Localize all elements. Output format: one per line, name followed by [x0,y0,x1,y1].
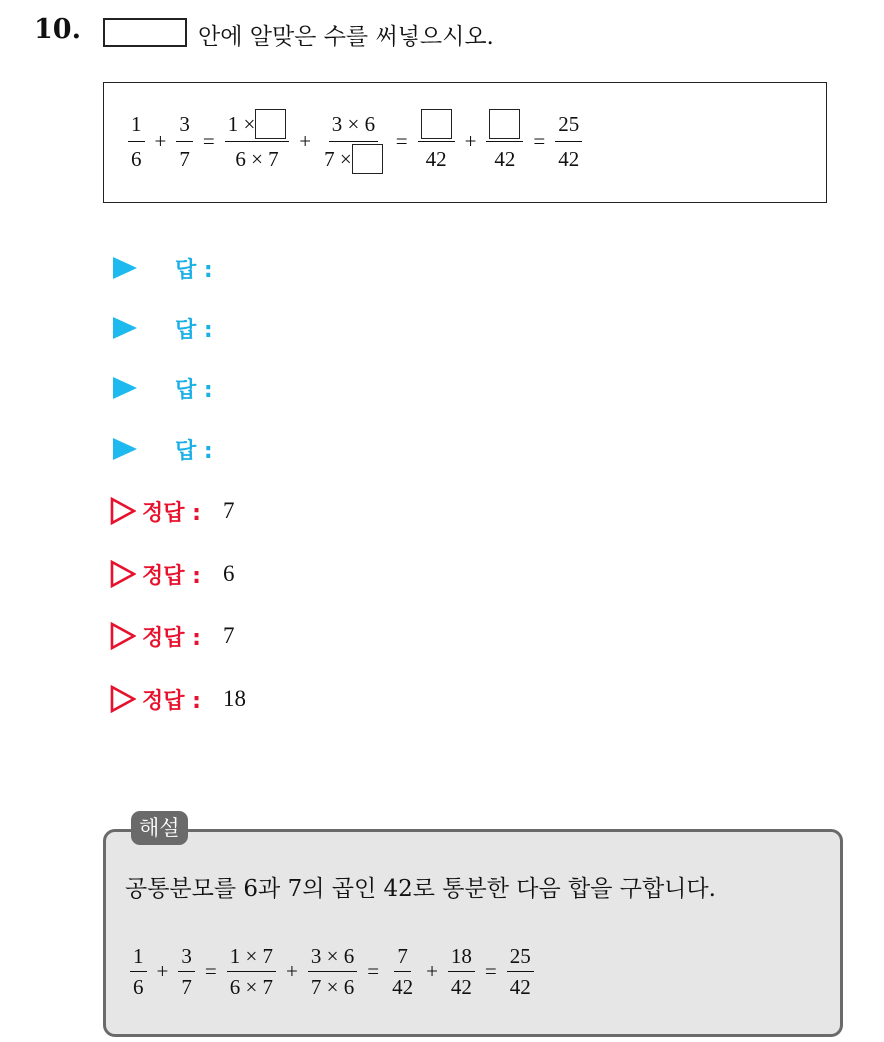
correct-answer-value: 7 [222,623,235,648]
fraction [555,107,582,176]
equals-sign: = [484,959,497,983]
numerator: 25 [507,941,534,972]
answer-label: 답 : [175,377,213,403]
outline-triangle-icon [110,685,136,713]
explanation-equation [126,941,538,1002]
correct-answer-label: 정답 : [142,625,201,651]
fraction [321,107,386,176]
denominator: 42 [392,974,414,999]
fraction [418,107,455,176]
numerator: 1 [130,941,147,972]
numerator: 25 [555,107,582,142]
numerator [418,107,455,142]
fraction [178,941,195,1002]
correct-answer-row [110,559,234,589]
numerator: 1 × 7 [227,941,276,972]
correct-answer-row [110,621,234,651]
denominator: 6 [133,974,144,999]
denominator: 42 [494,146,516,171]
plus-sign: + [464,129,477,153]
equals-sign: = [395,129,408,153]
answer-row[interactable] [110,253,213,283]
triangle-arrow-icon [113,438,137,460]
numerator-text: 1 × [227,111,256,136]
denominator [321,142,386,176]
numerator: 7 [394,941,411,972]
triangle-arrow-icon [113,317,137,339]
plus-sign: + [156,959,169,983]
outline-triangle-icon [110,497,136,525]
plus-sign: + [154,129,167,153]
fraction [308,941,357,1002]
answer-label: 답 : [175,257,213,283]
equals-sign: = [202,129,215,153]
numerator [225,107,290,142]
denominator: 42 [509,974,531,999]
numerator: 1 [128,107,145,142]
denominator: 6 [131,146,142,171]
numerator: 3 [178,941,195,972]
answer-blank-3[interactable] [421,109,452,139]
numerator [486,107,523,142]
numerator: 3 × 6 [308,941,357,972]
triangle-arrow-icon [113,377,137,399]
answer-label: 답 : [175,317,213,343]
fraction [486,107,523,176]
plus-sign: + [286,959,298,983]
fraction [130,941,147,1002]
equals-sign: = [533,129,546,153]
answer-blank-4[interactable] [489,109,520,139]
plus-sign: + [426,959,438,983]
answer-row[interactable] [110,313,213,343]
denominator: 6 × 7 [235,146,279,171]
correct-answer-value: 7 [222,498,235,523]
denominator: 6 × 7 [229,974,274,999]
answer-blank-2[interactable] [352,144,383,174]
denominator-text: 7 × [324,146,352,171]
answer-row[interactable] [110,373,213,403]
blank-box-icon [103,18,187,47]
outline-triangle-icon [110,560,136,588]
correct-answer-label: 정답 : [142,563,201,589]
correct-answer-label: 정답 : [142,688,201,714]
equals-sign: = [367,959,380,983]
equation-box [103,82,827,203]
fraction [227,941,276,1002]
fraction [389,941,416,1002]
fraction [128,107,145,176]
question-text: 안에 알맞은 수를 써넣으시오. [198,24,494,50]
explanation-box [103,829,843,1037]
numerator: 3 [176,107,193,142]
denominator: 42 [450,974,472,999]
correct-answer-row [110,684,246,714]
numerator: 3 × 6 [329,107,378,142]
triangle-arrow-icon [113,257,137,279]
correct-answer-row [110,496,234,526]
answer-blank-1[interactable] [255,109,286,139]
denominator: 7 [181,974,192,999]
equals-sign: = [204,959,217,983]
problem-equation [124,107,586,176]
fraction [225,107,290,176]
numerator: 18 [448,941,475,972]
denominator: 42 [558,146,580,171]
question-number: 10. [34,14,81,45]
fraction [507,941,534,1002]
denominator: 7 [179,146,190,171]
explanation-tag: 해설 [131,811,188,845]
outline-triangle-icon [110,622,136,650]
answer-row[interactable] [110,434,213,464]
denominator: 42 [425,146,447,171]
answer-label: 답 : [175,438,213,464]
correct-answer-label: 정답 : [142,500,201,526]
plus-sign: + [299,129,312,153]
fraction [448,941,475,1002]
explanation-text: 공통분모를 6과 7의 곱인 42로 통분한 다음 합을 구합니다. [125,876,716,902]
fraction [176,107,193,176]
correct-answer-value: 18 [222,686,246,711]
denominator: 7 × 6 [310,974,355,999]
correct-answer-value: 6 [222,561,235,586]
